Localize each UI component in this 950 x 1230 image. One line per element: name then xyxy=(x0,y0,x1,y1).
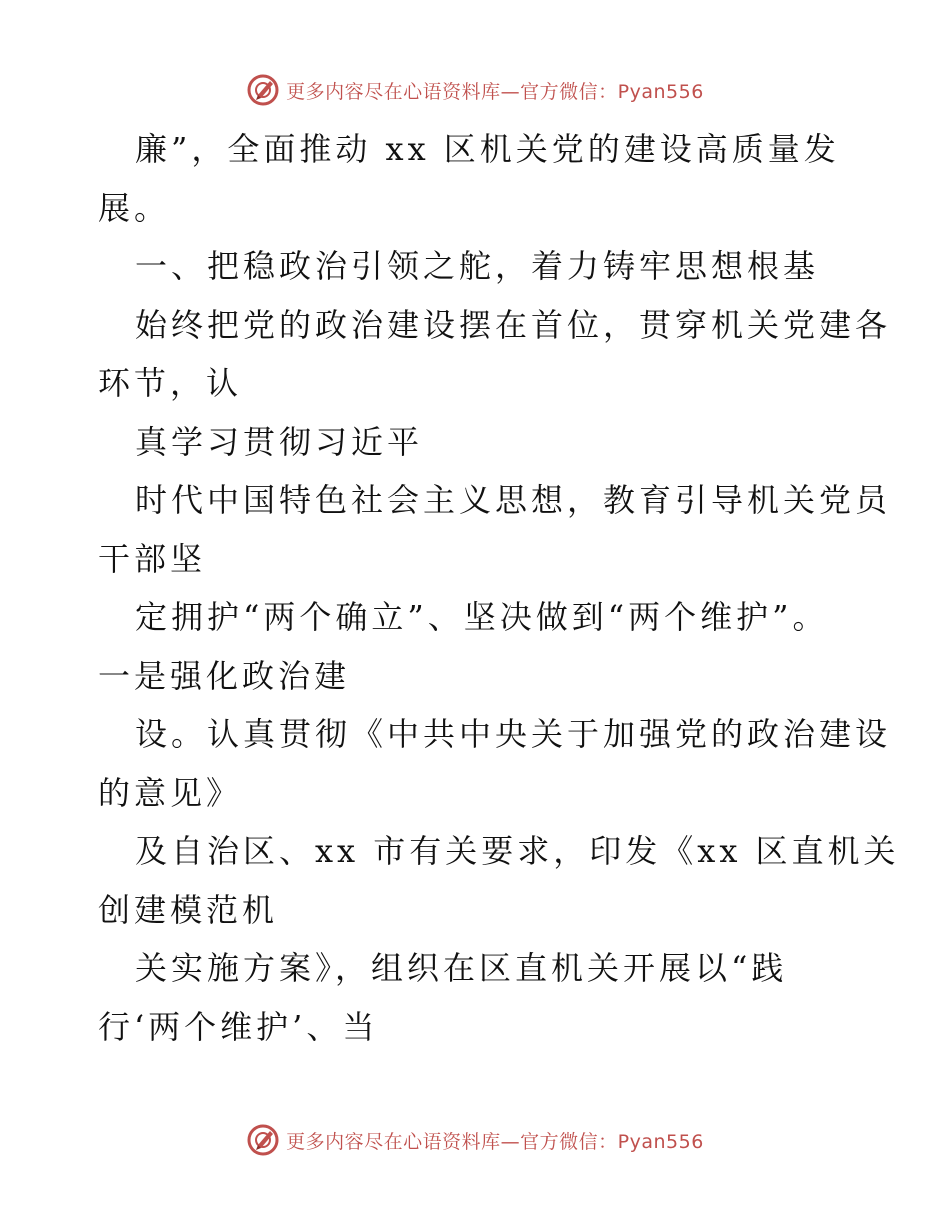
text-line: 真学习贯彻习近平 xyxy=(135,422,424,461)
text-line: 时代中国特色社会主义思想，教育引导机关党员 xyxy=(135,481,892,519)
text-line: 干部坚 xyxy=(98,539,207,578)
library-logo-icon xyxy=(246,1123,280,1157)
text-line: 廉”，全面推动 xx 区机关党的建设高质量发 xyxy=(135,130,840,168)
text-line: 及自治区、xx 市有关要求，印发《xx 区直机关 xyxy=(135,832,900,870)
text-line: 环节，认 xyxy=(98,364,243,402)
text-line: 设。认真贯彻《中共中央关于加强党的政治建设 xyxy=(135,715,892,753)
header-watermark xyxy=(0,70,950,110)
document-body xyxy=(98,120,900,1056)
text-line: 展。 xyxy=(98,188,171,227)
text-line: 始终把党的政治建设摆在首位，贯穿机关党建各 xyxy=(135,305,892,344)
text-line: 创建模范机 xyxy=(98,890,279,929)
section-heading: 一、把稳政治引领之舵，着力铸牢思想根基 xyxy=(135,247,820,285)
text-line: 行‘两个维护’、当 xyxy=(98,1007,379,1046)
library-logo-icon xyxy=(246,73,280,107)
watermark-text: 更多内容尽在心语资料库—官方微信：Pyan556 xyxy=(286,80,704,103)
text-line: 关实施方案》，组织在区直机关开展以“践 xyxy=(135,949,788,987)
watermark-text: 更多内容尽在心语资料库—官方微信：Pyan556 xyxy=(286,1130,704,1153)
footer-watermark xyxy=(0,1120,950,1160)
text-line: 定拥护“两个确立”、坚决做到“两个维护”。 xyxy=(135,598,829,636)
text-line: 的意见》 xyxy=(98,773,243,812)
text-line: 一是强化政治建 xyxy=(98,656,351,695)
